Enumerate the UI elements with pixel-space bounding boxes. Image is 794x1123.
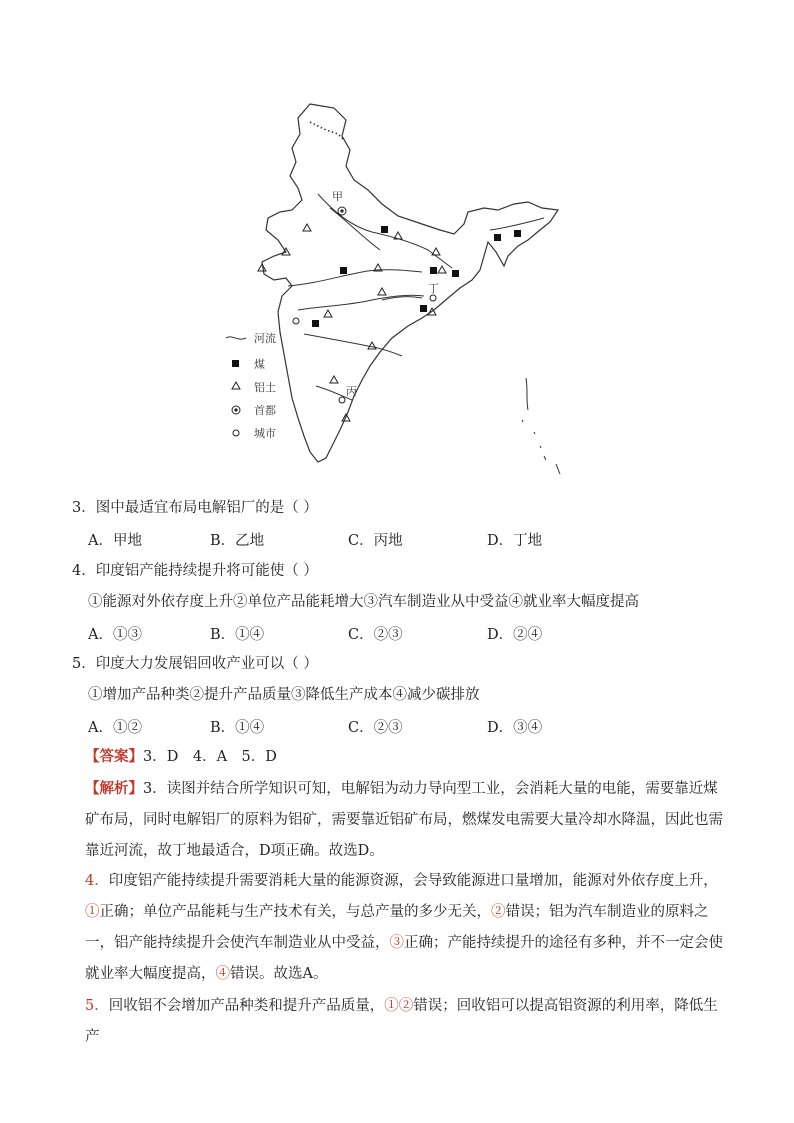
analysis-q5-text-b: 错误；回收铝可以提高铝资源的利用率，降低生产 (85, 998, 718, 1045)
city-ding (430, 295, 436, 301)
label-jia: 甲 (332, 190, 343, 203)
legend-city: 城市 (254, 427, 276, 440)
q4-option-b[interactable]: B．①④ (210, 627, 265, 643)
analysis-q3-text: 3．读图并结合所学知识可知，电解铝为动力导向型工业，会消耗大量的电能，需要靠近煤矿布局，同时电解铝厂的原料为铝矿，需要靠近铝矿布局，燃煤发电需要大量冷却水降温，因此也需靠近河流，故丁地最适合，D项正确。故选D。 (85, 781, 723, 859)
analysis-q4-text-e: 错误。故选A。 (230, 966, 328, 982)
analysis-q4-num: 4． (85, 873, 109, 889)
analysis-q4-mark-4: ④ (215, 966, 230, 982)
analysis-q5 (85, 991, 725, 1053)
q5-option-b[interactable]: B．①④ (210, 720, 265, 736)
analysis-q4 (85, 866, 725, 990)
q5-option-d[interactable]: D．③④ (487, 720, 543, 736)
legend-bauxite: 铝土 (254, 381, 276, 394)
rivers (288, 194, 544, 400)
q5-option-a[interactable]: A．①② (88, 720, 142, 736)
q3-option-d[interactable]: D．丁地 (487, 533, 543, 549)
analysis-q5-text-a: 回收铝不会增加产品种类和提升产品质量， (108, 998, 385, 1014)
analysis-tag: 【解析】 (85, 780, 143, 797)
label-ding: 丁 (428, 282, 439, 295)
q4-option-a[interactable]: A．①③ (88, 627, 142, 643)
analysis-q5-mark: ①② (384, 998, 414, 1014)
q5-statements: ①增加产品种类②提升产品质量③降低生产成本④减少碳排放 (88, 687, 480, 703)
q3-stem: 3．图中最适宜布局电解铝厂的是（ ） (72, 500, 318, 516)
capital-marker (338, 207, 346, 215)
andaman-islands (522, 378, 560, 474)
label-bing: 丙 (346, 385, 357, 398)
q3-option-b[interactable]: B．乙地 (210, 533, 265, 549)
q3-option-c[interactable]: C．丙地 (348, 533, 403, 549)
q5-stem: 5．印度大力发展铝回收产业可以（ ） (72, 656, 318, 672)
analysis-q3 (85, 773, 725, 867)
india-map-svg (222, 100, 582, 485)
answer-text: 3．D 4．A 5．D (143, 749, 277, 765)
legend-coal: 煤 (254, 358, 265, 371)
q4-option-c[interactable]: C．②③ (348, 627, 403, 643)
india-outline (262, 104, 558, 462)
city-bing (339, 397, 345, 403)
analysis-q4-mark-3: ③ (389, 935, 404, 951)
border-dotted (310, 122, 344, 140)
analysis-q4-text-b: 正确；单位产品能耗与生产技术有关，与总产量的多少无关， (99, 904, 491, 920)
analysis-q4-text-d: 正确；产能持续提升的途径有多种，并不一定会使就业率大幅度提高， (85, 935, 723, 982)
legend-river: 河流 (254, 332, 276, 345)
analysis-q4-mark-1: ① (85, 904, 100, 920)
legend (226, 331, 276, 440)
q4-stem: 4．印度铝产能持续提升将可能使（ ） (72, 563, 318, 579)
q5-option-c[interactable]: C．②③ (348, 720, 403, 736)
answer-line (85, 747, 277, 767)
coal-markers (312, 226, 521, 327)
analysis-q5-num: 5． (85, 998, 109, 1014)
city-yi (293, 318, 299, 324)
answer-tag: 【答案】 (85, 748, 143, 765)
q4-statements: ①能源对外依存度上升②单位产品能耗增大③汽车制造业从中受益④就业率大幅度提高 (88, 594, 639, 610)
legend-capital: 首都 (254, 404, 276, 417)
analysis-q4-text-a: 印度铝产能持续提升需要消耗大量的能源资源，会导致能源进口量增加，能源对外依存度上升， (108, 873, 718, 889)
analysis-q4-text-c: 错误；铝为汽车制造业的原料之一，铝产能持续提升会使汽车制造业从中受益， (85, 904, 709, 951)
analysis-q4-mark-2: ② (491, 904, 506, 920)
india-map (222, 100, 582, 485)
q3-option-a[interactable]: A．甲地 (88, 533, 142, 549)
q4-option-d[interactable]: D．②④ (487, 627, 543, 643)
